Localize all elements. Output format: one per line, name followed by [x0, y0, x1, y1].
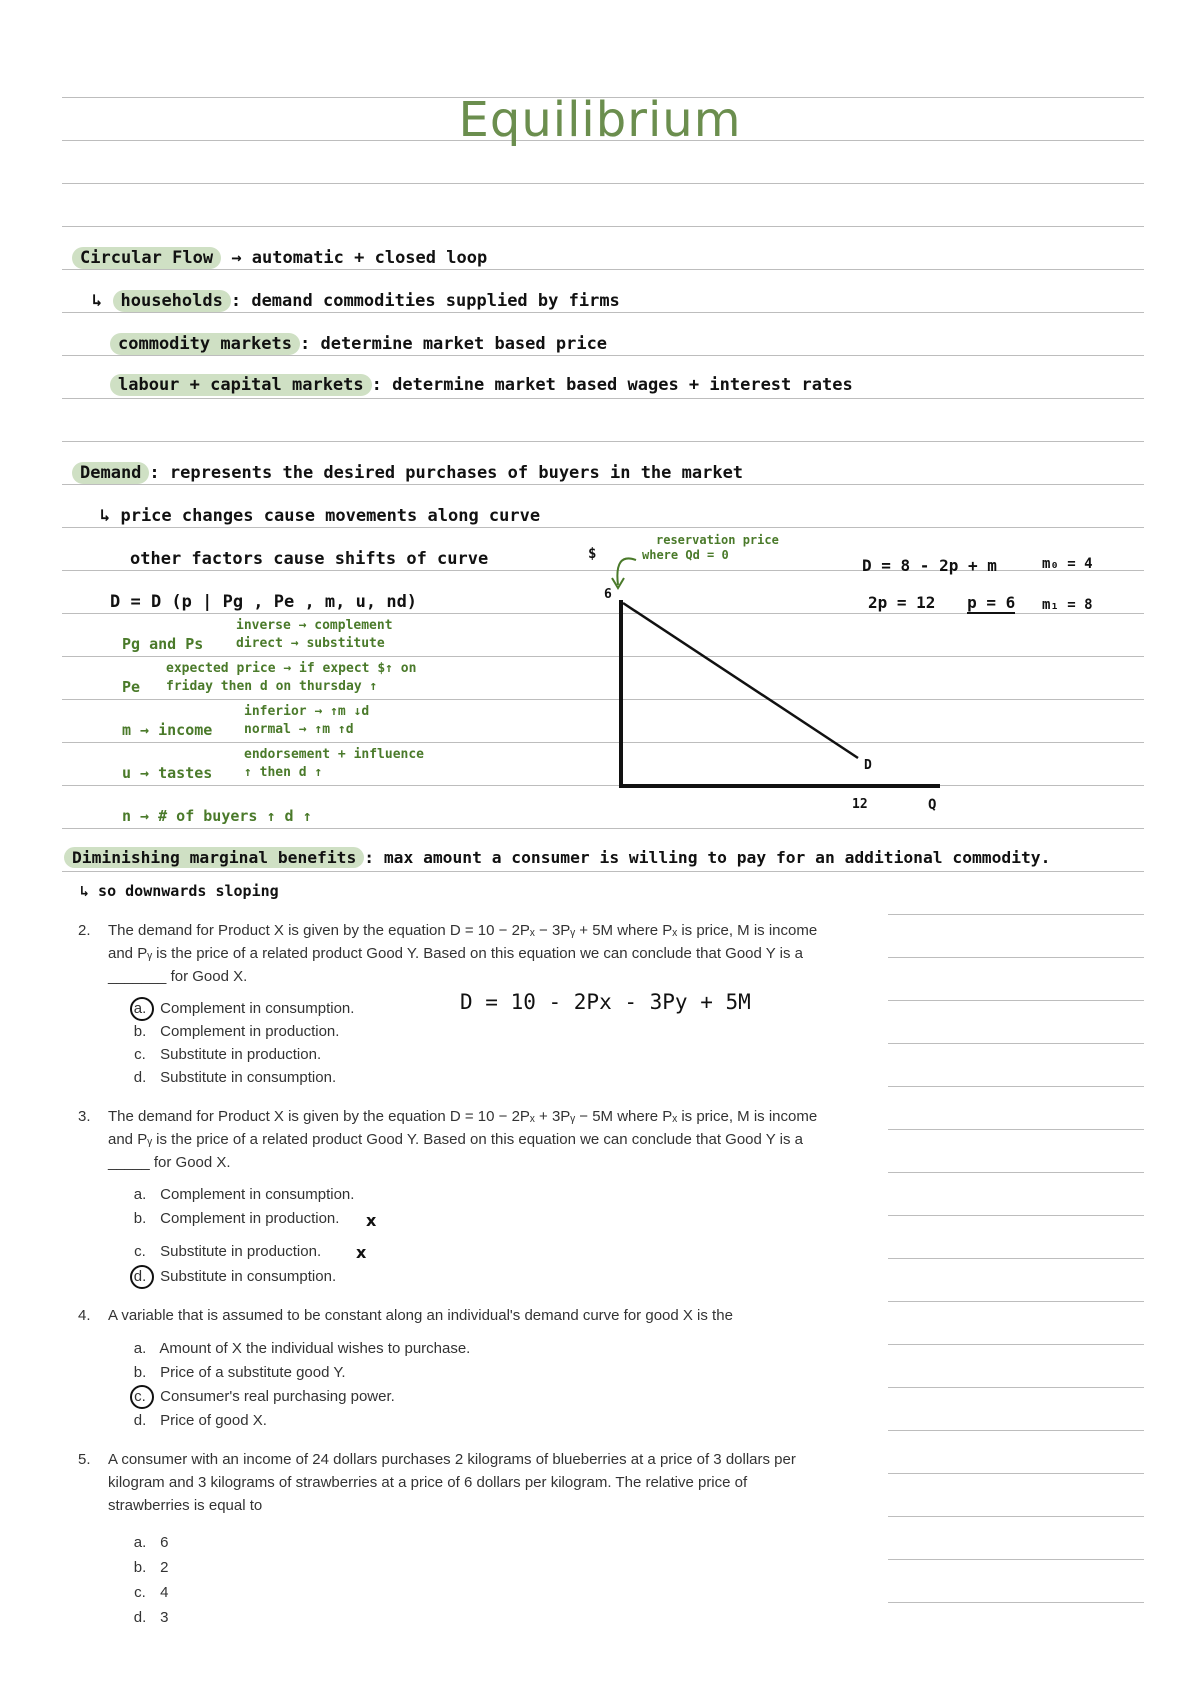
income-m1: m₁ = 8 — [1042, 597, 1093, 613]
question-2-handwritten-equation: D = 10 - 2Px - 3Py + 5M — [460, 990, 751, 1014]
option-letter: c. — [134, 1388, 146, 1405]
annotation-arrow-icon — [617, 558, 636, 585]
question-3-option-c — [124, 1243, 321, 1260]
question-2-line-3: _______ for Good X. — [108, 968, 248, 985]
graph-y-intercept: 6 — [604, 587, 612, 602]
option-letter: b. — [133, 1210, 147, 1227]
page-title: Equilibrium — [458, 92, 742, 148]
question-3 — [78, 1105, 878, 1174]
option-text: Complement in consumption. — [160, 1186, 355, 1203]
circular-flow-term: Circular Flow — [72, 247, 221, 269]
question-4-line-1: A variable that is assumed to be constant along an individual's demand curve for good X is the — [108, 1307, 733, 1324]
question-2-option-a — [124, 1000, 354, 1017]
factor-a-expected: expected price → if expect $↑ on — [166, 661, 417, 676]
factor-b-expected: friday then d on thursday ↑ — [166, 679, 378, 694]
question-5-option-d — [124, 1609, 169, 1626]
demand-note-1: ↳ price changes cause movements along curve — [100, 506, 541, 526]
option-letter: b. — [133, 1364, 147, 1381]
option-text: Amount of X the individual wishes to purchase. — [159, 1340, 471, 1357]
factor-a-tastes: endorsement + influence — [244, 747, 425, 762]
graph-y-axis-label: $ — [588, 546, 597, 562]
factor-a-income: inferior → ↑m ↓d — [244, 704, 370, 719]
option-letter: a. — [133, 1000, 147, 1017]
factor-label-buyers: n → # of buyers ↑ d ↑ — [122, 807, 312, 825]
factor-a-prices: inverse → complement — [236, 618, 393, 633]
question-4-option-a — [124, 1340, 470, 1357]
dmb-note: ↳ so downwards sloping — [80, 882, 279, 900]
graph-equation-2b: p = 6 — [967, 593, 1016, 612]
option-text: 2 — [160, 1559, 169, 1576]
households-desc: : demand commodities supplied by firms — [230, 291, 620, 311]
graph-equation-1: D = 8 - 2p + m — [862, 556, 997, 575]
factor-label-tastes: u → tastes — [122, 764, 213, 782]
option-letter: c. — [134, 1584, 146, 1601]
factor-b-prices: direct → substitute — [236, 636, 385, 651]
option-letter: b. — [133, 1559, 147, 1576]
households-term: households — [113, 290, 231, 312]
demand-desc: : represents the desired purchases of buyers in the market — [149, 463, 744, 483]
graph-equation-2 — [868, 593, 1015, 612]
option-letter: d. — [133, 1412, 147, 1429]
graph-equation-2a: 2p = 12 — [868, 593, 936, 612]
question-3-line-1: The demand for Product X is given by the equation D = 10 − 2Pₓ + 3Pᵧ − 5M where Pₓ is price, M is income — [108, 1108, 818, 1125]
question-3-option-b — [124, 1210, 339, 1227]
option-letter: d. — [133, 1069, 147, 1086]
option-text: 3 — [160, 1609, 169, 1626]
factor-label-prices: Pg and Ps — [122, 635, 204, 653]
reservation-price-line-2: where Qd = 0 — [642, 548, 729, 562]
question-5-number: 5. — [78, 1451, 91, 1468]
question-4-number: 4. — [78, 1307, 91, 1324]
question-5-option-c — [124, 1584, 169, 1601]
demand-note-2: other factors cause shifts of curve — [130, 549, 489, 569]
answer-circle-icon — [130, 997, 154, 1021]
question-2-option-d — [124, 1069, 336, 1086]
income-m0: m₀ = 4 — [1042, 556, 1093, 572]
question-3-option-a — [124, 1186, 354, 1203]
option-text: Price of a substitute good Y. — [160, 1364, 346, 1381]
question-2-number: 2. — [78, 922, 91, 939]
option-text: 4 — [160, 1584, 169, 1601]
option-letter: d. — [133, 1268, 147, 1285]
option-text: Complement in consumption. — [160, 1000, 355, 1017]
option-text: 6 — [160, 1534, 169, 1551]
labour-markets-desc: : determine market based wages + interest rates — [371, 375, 853, 395]
question-3-line-2: and Pᵧ is the price of a related product Good Y. Based on this equation we can conclude that Good Y is a — [108, 1131, 804, 1148]
commodity-markets-term: commodity markets — [110, 333, 300, 355]
question-5-option-a — [124, 1534, 169, 1551]
option-letter: c. — [134, 1046, 146, 1063]
option-text: Substitute in production. — [160, 1046, 322, 1063]
demand-term: Demand — [72, 462, 149, 484]
option-letter: a. — [133, 1534, 147, 1551]
dmb-term: Diminishing marginal benefits — [64, 847, 364, 868]
question-3-number: 3. — [78, 1108, 91, 1125]
question-5 — [78, 1448, 878, 1517]
option-letter: b. — [133, 1023, 147, 1040]
question-2-option-b — [124, 1023, 339, 1040]
option-letter: a. — [133, 1186, 147, 1203]
question-4-option-d — [124, 1412, 267, 1429]
option-letter: d. — [133, 1609, 147, 1626]
reservation-price-note — [642, 533, 779, 563]
dmb-line — [64, 848, 1050, 867]
cross-mark-icon: x — [356, 1243, 367, 1262]
graph-x-axis-label: Q — [928, 797, 937, 813]
option-text: Price of good X. — [160, 1412, 267, 1429]
question-4-option-b — [124, 1364, 346, 1381]
option-text: Substitute in consumption. — [160, 1268, 337, 1285]
dmb-desc: : max amount a consumer is willing to pay for an additional commodity. — [364, 848, 1051, 867]
question-4 — [78, 1304, 878, 1327]
option-text: Substitute in production. — [160, 1243, 322, 1260]
labour-markets-term: labour + capital markets — [110, 374, 372, 396]
question-3-option-d — [124, 1268, 336, 1285]
question-2-option-c — [124, 1046, 321, 1063]
question-5-line-2: kilogram and 3 kilograms of strawberries at a price of 6 dollars per kilogram. The relative price of — [108, 1474, 748, 1491]
graph-curve-label: D — [864, 758, 872, 773]
graph-x-intercept: 12 — [852, 797, 868, 812]
question-5-line-1: A consumer with an income of 24 dollars purchases 2 kilograms of blueberries at a price of 3 dollars per — [108, 1451, 796, 1468]
answer-circle-icon — [130, 1265, 154, 1289]
factor-label-income: m → income — [122, 721, 213, 739]
question-5-option-b — [124, 1559, 169, 1576]
question-2-line-2: and Pᵧ is the price of a related product Good Y. Based on this equation we can conclude that Good Y is a — [108, 945, 804, 962]
circular-flow-desc: → automatic + closed loop — [231, 248, 488, 268]
question-2-line-1: The demand for Product X is given by the equation D = 10 − 2Pₓ − 3Pᵧ + 5M where Pₓ is price, M is income — [108, 922, 818, 939]
factor-b-income: normal → ↑m ↑d — [244, 722, 354, 737]
option-letter: a. — [133, 1340, 147, 1357]
question-2 — [78, 919, 878, 988]
answer-circle-icon — [130, 1385, 154, 1409]
question-3-line-3: _____ for Good X. — [108, 1154, 231, 1171]
commodity-markets-desc: : determine market based price — [300, 334, 608, 354]
option-text: Complement in production. — [160, 1210, 340, 1227]
reservation-price-line-1: reservation price — [656, 533, 779, 547]
factor-label-expected: Pe — [122, 678, 141, 696]
demand-formula: D = D (p | Pg , Pe , m, u, nd) — [110, 592, 418, 612]
option-text: Substitute in consumption. — [160, 1069, 337, 1086]
question-4-option-c — [124, 1388, 395, 1405]
option-text: Complement in production. — [160, 1023, 340, 1040]
demand-curve — [623, 603, 858, 758]
option-text: Consumer's real purchasing power. — [160, 1388, 395, 1405]
cross-mark-icon: x — [366, 1211, 377, 1230]
factor-b-tastes: ↑ then d ↑ — [244, 765, 323, 780]
option-letter: c. — [134, 1243, 146, 1260]
arrow-icon: ↳ — [92, 291, 103, 311]
question-5-line-3: strawberries is equal to — [108, 1497, 263, 1514]
